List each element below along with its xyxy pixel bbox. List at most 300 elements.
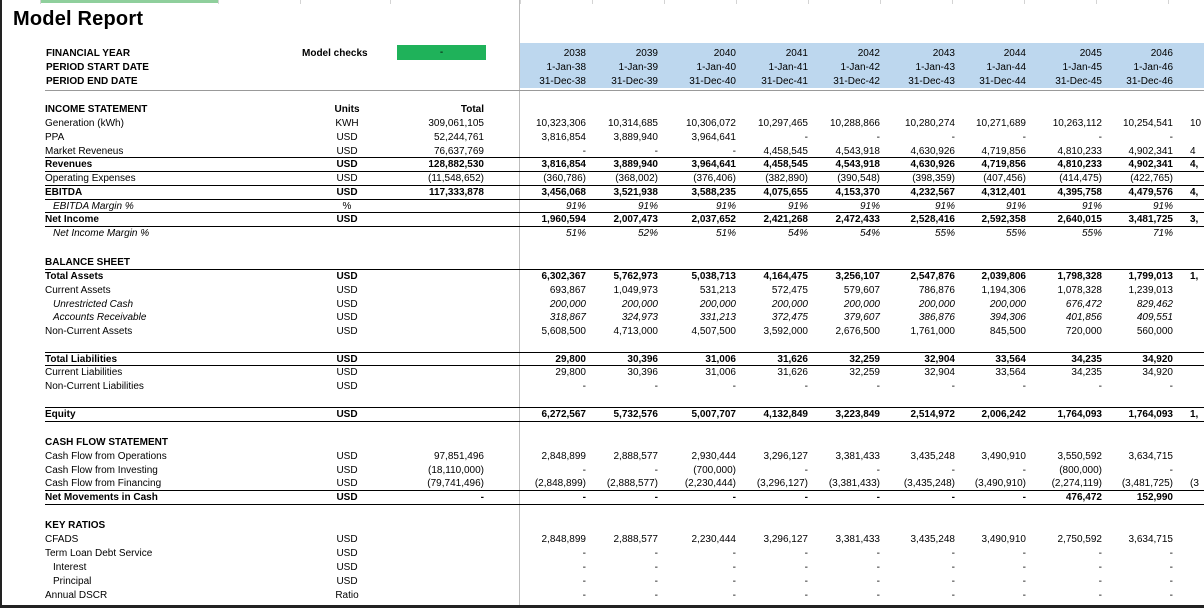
row-total[interactable]: 97,851,496 bbox=[433, 451, 484, 462]
value-cell[interactable]: 29,800 bbox=[555, 354, 586, 365]
value-cell[interactable]: - bbox=[1098, 548, 1102, 559]
value-cell[interactable]: 3,435,248 bbox=[910, 534, 955, 545]
value-cell[interactable]: 3,889,940 bbox=[613, 132, 658, 143]
value-cell[interactable]: 4,902,341 bbox=[1128, 146, 1173, 157]
end-dates-cell[interactable]: 31-Dec-39 bbox=[611, 76, 658, 87]
value-cell[interactable]: (3,481,725) bbox=[1121, 478, 1173, 489]
value-cell[interactable]: (422,765) bbox=[1130, 173, 1173, 184]
gridline-tick bbox=[952, 0, 953, 4]
years-cell[interactable]: 2041 bbox=[785, 48, 808, 59]
value-cell[interactable]: - bbox=[951, 590, 955, 601]
value-cell[interactable]: 30,396 bbox=[627, 354, 658, 365]
value-cell[interactable]: 33,564 bbox=[995, 354, 1026, 365]
value-cell[interactable]: 2,472,433 bbox=[835, 214, 880, 225]
value-cell[interactable]: - bbox=[876, 562, 880, 573]
value-cell[interactable]: 3,490,910 bbox=[981, 534, 1026, 545]
value-cell[interactable]: - bbox=[654, 576, 658, 587]
value-cell[interactable]: 2,750,592 bbox=[1057, 534, 1102, 545]
value-cell[interactable]: 200,000 bbox=[699, 299, 736, 310]
value-cell[interactable]: 6,272,567 bbox=[541, 409, 586, 420]
value-cell[interactable]: 32,259 bbox=[849, 367, 880, 378]
value-cell[interactable]: (407,456) bbox=[983, 173, 1026, 184]
table-row bbox=[0, 256, 1204, 270]
value-cell[interactable]: 32,259 bbox=[849, 354, 880, 365]
value-cell[interactable]: 4,713,000 bbox=[613, 326, 658, 337]
start-dates-cell[interactable]: 1-Jan-38 bbox=[546, 62, 586, 73]
value-cell[interactable]: (2,230,444) bbox=[684, 478, 736, 489]
row-total[interactable]: 117,333,878 bbox=[428, 187, 484, 198]
value-cell[interactable]: - bbox=[951, 492, 955, 503]
value-cell[interactable]: - bbox=[876, 576, 880, 587]
value-cell[interactable]: 31,626 bbox=[777, 354, 808, 365]
years-cell[interactable]: 2043 bbox=[932, 48, 955, 59]
value-cell[interactable]: - bbox=[732, 590, 736, 601]
value-cell[interactable]: - bbox=[732, 146, 736, 157]
value-cell[interactable]: - bbox=[1169, 381, 1173, 392]
value-cell[interactable]: 476,472 bbox=[1065, 492, 1102, 503]
value-cell[interactable]: - bbox=[951, 465, 955, 476]
value-cell[interactable]: - bbox=[582, 381, 586, 392]
value-cell[interactable]: 55% bbox=[1005, 228, 1026, 239]
value-cell[interactable]: - bbox=[1169, 132, 1173, 143]
value-cell[interactable]: (3,435,248) bbox=[903, 478, 955, 489]
value-cell[interactable]: - bbox=[582, 548, 586, 559]
value-cell[interactable]: 3,256,107 bbox=[835, 271, 880, 282]
value-cell[interactable]: 29,800 bbox=[555, 367, 586, 378]
value-cell[interactable]: - bbox=[654, 492, 658, 503]
value-cell[interactable]: 2,640,015 bbox=[1057, 214, 1102, 225]
value-cell[interactable]: 318,867 bbox=[549, 312, 586, 323]
value-cell[interactable]: 4,395,758 bbox=[1057, 187, 1102, 198]
value-cell[interactable]: 3,588,235 bbox=[691, 187, 736, 198]
value-cell[interactable]: 5,732,576 bbox=[613, 409, 658, 420]
value-cell[interactable]: 31,006 bbox=[705, 367, 736, 378]
value-cell[interactable]: - bbox=[654, 146, 658, 157]
value-cell[interactable]: 4,479,576 bbox=[1128, 187, 1173, 198]
value-cell[interactable]: 200,000 bbox=[771, 299, 808, 310]
row-total[interactable]: 309,061,105 bbox=[428, 118, 484, 129]
value-cell[interactable]: 331,213 bbox=[699, 312, 736, 323]
value-cell[interactable]: 2,888,577 bbox=[613, 534, 658, 545]
value-cell[interactable]: 32,904 bbox=[924, 354, 955, 365]
value-cell[interactable]: 10,306,072 bbox=[685, 118, 736, 129]
value-cell[interactable]: - bbox=[654, 590, 658, 601]
table-row bbox=[0, 575, 1204, 589]
value-cell[interactable]: 3,634,715 bbox=[1128, 534, 1173, 545]
value-cell[interactable]: - bbox=[804, 590, 808, 601]
value-cell[interactable]: 152,990 bbox=[1136, 492, 1173, 503]
row-total[interactable]: (18,110,000) bbox=[428, 465, 484, 476]
value-cell[interactable]: 379,607 bbox=[843, 312, 880, 323]
value-cell[interactable]: - bbox=[1098, 562, 1102, 573]
value-cell[interactable]: 372,475 bbox=[771, 312, 808, 323]
value-cell[interactable]: (3,381,433) bbox=[828, 478, 880, 489]
value-cell[interactable]: 91% bbox=[1152, 201, 1173, 212]
row-label: Net Income Margin % bbox=[53, 228, 150, 239]
value-cell[interactable]: (360,786) bbox=[543, 173, 586, 184]
table-row bbox=[0, 325, 1204, 339]
value-cell[interactable]: 34,920 bbox=[1142, 367, 1173, 378]
value-cell[interactable]: 2,039,806 bbox=[981, 271, 1026, 282]
years-cell[interactable]: 2038 bbox=[563, 48, 586, 59]
row-total[interactable]: (11,548,652) bbox=[428, 173, 484, 184]
value-cell[interactable]: - bbox=[1022, 132, 1026, 143]
value-cell[interactable]: - bbox=[1169, 576, 1173, 587]
value-cell[interactable]: 200,000 bbox=[989, 299, 1026, 310]
value-cell[interactable]: - bbox=[951, 576, 955, 587]
value-cell[interactable]: 10,263,112 bbox=[1052, 118, 1102, 129]
value-cell[interactable]: 6,302,367 bbox=[541, 271, 586, 282]
value-cell[interactable]: (390,548) bbox=[837, 173, 880, 184]
value-cell[interactable]: 1,049,973 bbox=[613, 285, 658, 296]
end-dates-cell[interactable]: 31-Dec-46 bbox=[1126, 76, 1173, 87]
value-cell[interactable]: 394,306 bbox=[989, 312, 1026, 323]
value-cell[interactable]: - bbox=[804, 492, 808, 503]
value-cell[interactable]: 200,000 bbox=[621, 299, 658, 310]
value-cell[interactable]: 91% bbox=[715, 201, 736, 212]
value-cell[interactable]: 10,297,465 bbox=[757, 118, 808, 129]
value-cell[interactable]: - bbox=[1098, 576, 1102, 587]
period-end-label: PERIOD END DATE bbox=[46, 76, 138, 87]
value-cell[interactable]: 33,564 bbox=[995, 367, 1026, 378]
start-dates-cell[interactable]: 1-Jan-41 bbox=[768, 62, 808, 73]
value-cell[interactable]: 3,223,849 bbox=[835, 409, 880, 420]
value-cell[interactable]: - bbox=[732, 492, 736, 503]
end-dates-cell[interactable]: 31-Dec-42 bbox=[833, 76, 880, 87]
value-cell[interactable]: 2,547,876 bbox=[910, 271, 955, 282]
value-cell[interactable]: 4,232,567 bbox=[910, 187, 955, 198]
value-cell[interactable]: 4,719,856 bbox=[981, 159, 1026, 170]
value-cell[interactable]: 54% bbox=[787, 228, 808, 239]
value-cell[interactable]: - bbox=[1022, 381, 1026, 392]
start-dates-cell[interactable]: 1-Jan-44 bbox=[986, 62, 1026, 73]
value-cell[interactable]: - bbox=[732, 548, 736, 559]
value-cell[interactable]: - bbox=[1169, 590, 1173, 601]
value-cell[interactable]: (376,406) bbox=[693, 173, 736, 184]
value-cell[interactable]: - bbox=[654, 562, 658, 573]
value-cell[interactable]: 3,296,127 bbox=[763, 451, 808, 462]
start-dates-cell[interactable]: 1-Jan-42 bbox=[840, 62, 880, 73]
value-cell[interactable]: 91% bbox=[1081, 201, 1102, 212]
value-cell[interactable]: 200,000 bbox=[843, 299, 880, 310]
value-cell[interactable]: 3,456,068 bbox=[541, 187, 586, 198]
years-cell[interactable]: 2045 bbox=[1079, 48, 1102, 59]
row-unit: USD bbox=[336, 478, 358, 489]
value-cell[interactable]: 10,280,274 bbox=[904, 118, 955, 129]
value-cell[interactable]: 10,323,306 bbox=[535, 118, 586, 129]
value-cell[interactable]: 4,312,401 bbox=[981, 187, 1026, 198]
value-cell[interactable]: 51% bbox=[715, 228, 736, 239]
value-cell[interactable]: 4,543,918 bbox=[835, 159, 880, 170]
value-cell[interactable]: 1,764,093 bbox=[1128, 409, 1173, 420]
value-cell[interactable]: - bbox=[804, 132, 808, 143]
start-dates-cell[interactable]: 1-Jan-45 bbox=[1062, 62, 1102, 73]
value-cell[interactable]: - bbox=[732, 576, 736, 587]
value-cell[interactable]: 10,314,685 bbox=[607, 118, 658, 129]
value-cell[interactable]: 579,607 bbox=[843, 285, 880, 296]
value-cell[interactable]: - bbox=[951, 381, 955, 392]
value-cell[interactable]: 2,848,899 bbox=[541, 451, 586, 462]
value-cell[interactable]: 845,500 bbox=[989, 326, 1026, 337]
value-cell[interactable]: 3,964,641 bbox=[691, 132, 736, 143]
value-cell[interactable]: 4,458,545 bbox=[763, 146, 808, 157]
page-title: Model Report bbox=[13, 8, 144, 30]
value-cell[interactable]: 1,799,013 bbox=[1128, 271, 1173, 282]
value-cell[interactable]: (414,475) bbox=[1059, 173, 1102, 184]
value-cell[interactable]: 4,902,341 bbox=[1128, 159, 1173, 170]
value-cell[interactable]: 2,421,268 bbox=[763, 214, 808, 225]
row-total[interactable]: - bbox=[480, 492, 484, 503]
value-cell[interactable]: 3,381,433 bbox=[835, 451, 880, 462]
value-cell[interactable]: 2,037,652 bbox=[691, 214, 736, 225]
value-cell[interactable]: 91% bbox=[934, 201, 955, 212]
value-cell[interactable]: 693,867 bbox=[549, 285, 586, 296]
start-dates-cell[interactable]: 1-Jan-39 bbox=[618, 62, 658, 73]
value-cell[interactable]: 4,507,500 bbox=[691, 326, 736, 337]
value-cell[interactable]: 4,164,475 bbox=[763, 271, 808, 282]
value-cell[interactable]: (368,002) bbox=[615, 173, 658, 184]
value-cell[interactable]: 200,000 bbox=[918, 299, 955, 310]
value-cell[interactable]: 51% bbox=[565, 228, 586, 239]
value-cell[interactable]: 2,888,577 bbox=[613, 451, 658, 462]
end-dates-cell[interactable]: 31-Dec-38 bbox=[539, 76, 586, 87]
value-cell[interactable]: 2,592,358 bbox=[981, 214, 1026, 225]
table-row bbox=[0, 131, 1204, 145]
value-cell[interactable]: - bbox=[804, 562, 808, 573]
value-cell[interactable]: 386,876 bbox=[918, 312, 955, 323]
sheet-top-strip bbox=[0, 0, 1204, 4]
value-cell[interactable]: 1,764,093 bbox=[1057, 409, 1102, 420]
table-row bbox=[0, 464, 1204, 478]
value-cell[interactable]: 52% bbox=[637, 228, 658, 239]
value-cell[interactable]: 3,296,127 bbox=[763, 534, 808, 545]
value-cell[interactable]: 3,964,641 bbox=[691, 159, 736, 170]
value-cell[interactable]: 4,810,233 bbox=[1057, 159, 1102, 170]
value-cell[interactable]: 3,381,433 bbox=[835, 534, 880, 545]
row-border bbox=[45, 269, 1204, 270]
value-cell[interactable]: 34,235 bbox=[1071, 367, 1102, 378]
value-cell[interactable]: - bbox=[876, 381, 880, 392]
value-cell[interactable]: 3,592,000 bbox=[763, 326, 808, 337]
value-cell[interactable]: - bbox=[1022, 562, 1026, 573]
value-cell[interactable]: 2,848,899 bbox=[541, 534, 586, 545]
value-cell[interactable]: 31,626 bbox=[777, 367, 808, 378]
value-cell[interactable]: - bbox=[732, 562, 736, 573]
value-cell[interactable]: (2,848,899) bbox=[534, 478, 586, 489]
value-cell[interactable]: 409,551 bbox=[1136, 312, 1173, 323]
value-cell[interactable]: - bbox=[1098, 590, 1102, 601]
value-cell[interactable]: - bbox=[804, 381, 808, 392]
row-label: Cash Flow from Operations bbox=[45, 451, 167, 462]
value-cell[interactable]: (2,888,577) bbox=[606, 478, 658, 489]
value-cell[interactable]: 1,078,328 bbox=[1057, 285, 1102, 296]
value-cell[interactable]: - bbox=[876, 548, 880, 559]
value-cell[interactable]: 829,462 bbox=[1136, 299, 1173, 310]
value-cell[interactable]: - bbox=[804, 548, 808, 559]
value-cell[interactable]: - bbox=[1169, 465, 1173, 476]
value-cell[interactable]: - bbox=[654, 465, 658, 476]
value-cell[interactable]: - bbox=[804, 576, 808, 587]
value-cell[interactable]: 4,543,918 bbox=[835, 146, 880, 157]
value-cell[interactable]: - bbox=[1022, 548, 1026, 559]
value-cell[interactable]: 3,435,248 bbox=[910, 451, 955, 462]
value-cell[interactable]: - bbox=[1169, 548, 1173, 559]
value-cell[interactable]: 324,973 bbox=[621, 312, 658, 323]
value-cell[interactable]: (2,274,119) bbox=[1051, 478, 1102, 489]
value-cell[interactable]: 55% bbox=[934, 228, 955, 239]
value-cell[interactable]: 676,472 bbox=[1065, 299, 1102, 310]
value-cell[interactable]: 1,194,306 bbox=[981, 285, 1026, 296]
row-total[interactable]: 76,637,769 bbox=[433, 146, 484, 157]
value-cell[interactable]: 91% bbox=[637, 201, 658, 212]
value-cell[interactable]: 91% bbox=[1005, 201, 1026, 212]
value-cell[interactable]: 5,762,973 bbox=[613, 271, 658, 282]
end-dates-cell[interactable]: 31-Dec-45 bbox=[1055, 76, 1102, 87]
value-cell[interactable]: 10,271,689 bbox=[975, 118, 1026, 129]
years-cell[interactable]: 2040 bbox=[713, 48, 736, 59]
value-cell[interactable]: - bbox=[876, 492, 880, 503]
value-cell[interactable]: 3,816,854 bbox=[541, 132, 586, 143]
value-cell[interactable]: 91% bbox=[787, 201, 808, 212]
value-cell[interactable]: - bbox=[876, 465, 880, 476]
value-cell[interactable]: - bbox=[582, 465, 586, 476]
value-cell[interactable]: 720,000 bbox=[1065, 326, 1102, 337]
value-cell[interactable]: 10,288,866 bbox=[829, 118, 880, 129]
years-cell[interactable]: 2042 bbox=[857, 48, 880, 59]
value-cell[interactable]: 5,007,707 bbox=[691, 409, 736, 420]
value-cell[interactable]: (700,000) bbox=[693, 465, 736, 476]
value-cell[interactable]: - bbox=[951, 132, 955, 143]
row-label: Interest bbox=[53, 562, 87, 573]
value-cell[interactable]: 5,608,500 bbox=[541, 326, 586, 337]
value-cell[interactable]: - bbox=[1022, 465, 1026, 476]
value-cell[interactable]: 4,810,233 bbox=[1057, 146, 1102, 157]
value-cell[interactable]: 4,630,926 bbox=[910, 159, 955, 170]
end-dates-cell[interactable]: 31-Dec-41 bbox=[761, 76, 808, 87]
value-cell[interactable]: 3,634,715 bbox=[1128, 451, 1173, 462]
start-dates-cell[interactable]: 1-Jan-46 bbox=[1133, 62, 1173, 73]
start-dates-cell[interactable]: 1-Jan-40 bbox=[696, 62, 736, 73]
value-cell[interactable]: - bbox=[951, 548, 955, 559]
value-cell[interactable]: - bbox=[1022, 590, 1026, 601]
value-cell[interactable]: - bbox=[876, 590, 880, 601]
value-cell[interactable]: 4,630,926 bbox=[910, 146, 955, 157]
years-cell[interactable]: 2044 bbox=[1003, 48, 1026, 59]
value-cell[interactable]: - bbox=[654, 548, 658, 559]
value-cell[interactable]: 200,000 bbox=[549, 299, 586, 310]
value-cell[interactable]: 3,550,592 bbox=[1057, 451, 1102, 462]
value-cell[interactable]: 2,230,444 bbox=[691, 534, 736, 545]
value-cell[interactable]: - bbox=[582, 590, 586, 601]
value-cell[interactable]: - bbox=[1022, 492, 1026, 503]
value-cell[interactable]: 4,153,370 bbox=[835, 187, 880, 198]
value-cell[interactable]: 2,006,242 bbox=[981, 409, 1026, 420]
value-cell[interactable]: - bbox=[582, 492, 586, 503]
model-checks-status-cell[interactable]: - bbox=[397, 45, 486, 60]
row-total[interactable]: (79,741,496) bbox=[427, 478, 484, 489]
value-cell[interactable]: (3,296,127) bbox=[756, 478, 808, 489]
value-cell[interactable]: - bbox=[1098, 381, 1102, 392]
value-cell[interactable]: 1,761,000 bbox=[910, 326, 955, 337]
value-cell[interactable]: 4,132,849 bbox=[763, 409, 808, 420]
start-dates-cell[interactable]: 1-Jan-43 bbox=[915, 62, 955, 73]
value-cell[interactable]: 55% bbox=[1081, 228, 1102, 239]
value-cell[interactable]: 3,816,854 bbox=[541, 159, 586, 170]
value-cell[interactable]: 3,490,910 bbox=[981, 451, 1026, 462]
value-cell[interactable]: - bbox=[1169, 562, 1173, 573]
value-cell[interactable]: 31,006 bbox=[705, 354, 736, 365]
value-cell[interactable]: 2,514,972 bbox=[910, 409, 955, 420]
row-total[interactable]: 52,244,761 bbox=[433, 132, 484, 143]
value-cell[interactable]: 3,521,938 bbox=[613, 187, 658, 198]
row-total[interactable]: 128,882,530 bbox=[428, 159, 484, 170]
value-cell[interactable]: - bbox=[1022, 576, 1026, 587]
value-cell[interactable]: (398,359) bbox=[912, 173, 955, 184]
value-cell[interactable]: - bbox=[804, 465, 808, 476]
row-label: Term Loan Debt Service bbox=[45, 548, 153, 559]
value-cell[interactable]: 91% bbox=[859, 201, 880, 212]
value-cell[interactable]: - bbox=[732, 381, 736, 392]
value-cell[interactable]: - bbox=[582, 146, 586, 157]
value-cell[interactable]: 30,396 bbox=[627, 367, 658, 378]
end-dates-cell[interactable]: 31-Dec-44 bbox=[979, 76, 1026, 87]
value-cell[interactable]: - bbox=[951, 562, 955, 573]
value-cell[interactable]: 71% bbox=[1152, 228, 1173, 239]
value-cell[interactable]: - bbox=[654, 381, 658, 392]
value-cell[interactable]: (800,000) bbox=[1059, 465, 1102, 476]
value-cell[interactable]: 401,856 bbox=[1065, 312, 1102, 323]
value-cell[interactable]: 54% bbox=[859, 228, 880, 239]
value-cell[interactable]: 34,235 bbox=[1071, 354, 1102, 365]
value-cell[interactable]: (382,890) bbox=[765, 173, 808, 184]
value-cell[interactable]: 4,719,856 bbox=[981, 146, 1026, 157]
value-cell[interactable]: 560,000 bbox=[1136, 326, 1173, 337]
value-cell[interactable]: 786,876 bbox=[918, 285, 955, 296]
value-cell[interactable]: (3,490,910) bbox=[974, 478, 1026, 489]
row-unit: USD bbox=[336, 492, 358, 503]
value-cell[interactable]: 2,676,500 bbox=[835, 326, 880, 337]
years-cell[interactable]: 2039 bbox=[635, 48, 658, 59]
table-row bbox=[0, 547, 1204, 561]
row-unit: USD bbox=[336, 159, 358, 170]
value-cell[interactable]: - bbox=[582, 576, 586, 587]
value-cell[interactable]: 10,254,541 bbox=[1122, 118, 1173, 129]
gridline-tick bbox=[592, 0, 593, 4]
end-dates-cell[interactable]: 31-Dec-43 bbox=[908, 76, 955, 87]
value-cell[interactable]: 572,475 bbox=[771, 285, 808, 296]
value-cell[interactable]: - bbox=[582, 562, 586, 573]
value-cell[interactable]: 4,075,655 bbox=[763, 187, 808, 198]
value-cell[interactable]: 2,007,473 bbox=[613, 214, 658, 225]
value-cell[interactable]: 4,458,545 bbox=[763, 159, 808, 170]
value-cell[interactable]: - bbox=[1098, 132, 1102, 143]
value-cell[interactable]: 1,798,328 bbox=[1057, 271, 1102, 282]
value-cell[interactable]: 2,930,444 bbox=[691, 451, 736, 462]
value-cell[interactable]: 34,920 bbox=[1142, 354, 1173, 365]
end-dates-cell[interactable]: 31-Dec-40 bbox=[689, 76, 736, 87]
value-cell[interactable]: 2,528,416 bbox=[910, 214, 955, 225]
value-cell[interactable]: 5,038,713 bbox=[691, 271, 736, 282]
value-cell[interactable]: 91% bbox=[565, 201, 586, 212]
value-cell[interactable]: 1,239,013 bbox=[1128, 285, 1173, 296]
value-cell[interactable]: 3,481,725 bbox=[1128, 214, 1173, 225]
value-cell[interactable]: 1,960,594 bbox=[541, 214, 586, 225]
years-cell[interactable]: 2046 bbox=[1150, 48, 1173, 59]
value-cell[interactable]: 531,213 bbox=[699, 285, 736, 296]
value-cell[interactable]: - bbox=[876, 132, 880, 143]
value-cell[interactable]: 3,889,940 bbox=[613, 159, 658, 170]
value-cell[interactable]: 32,904 bbox=[924, 367, 955, 378]
